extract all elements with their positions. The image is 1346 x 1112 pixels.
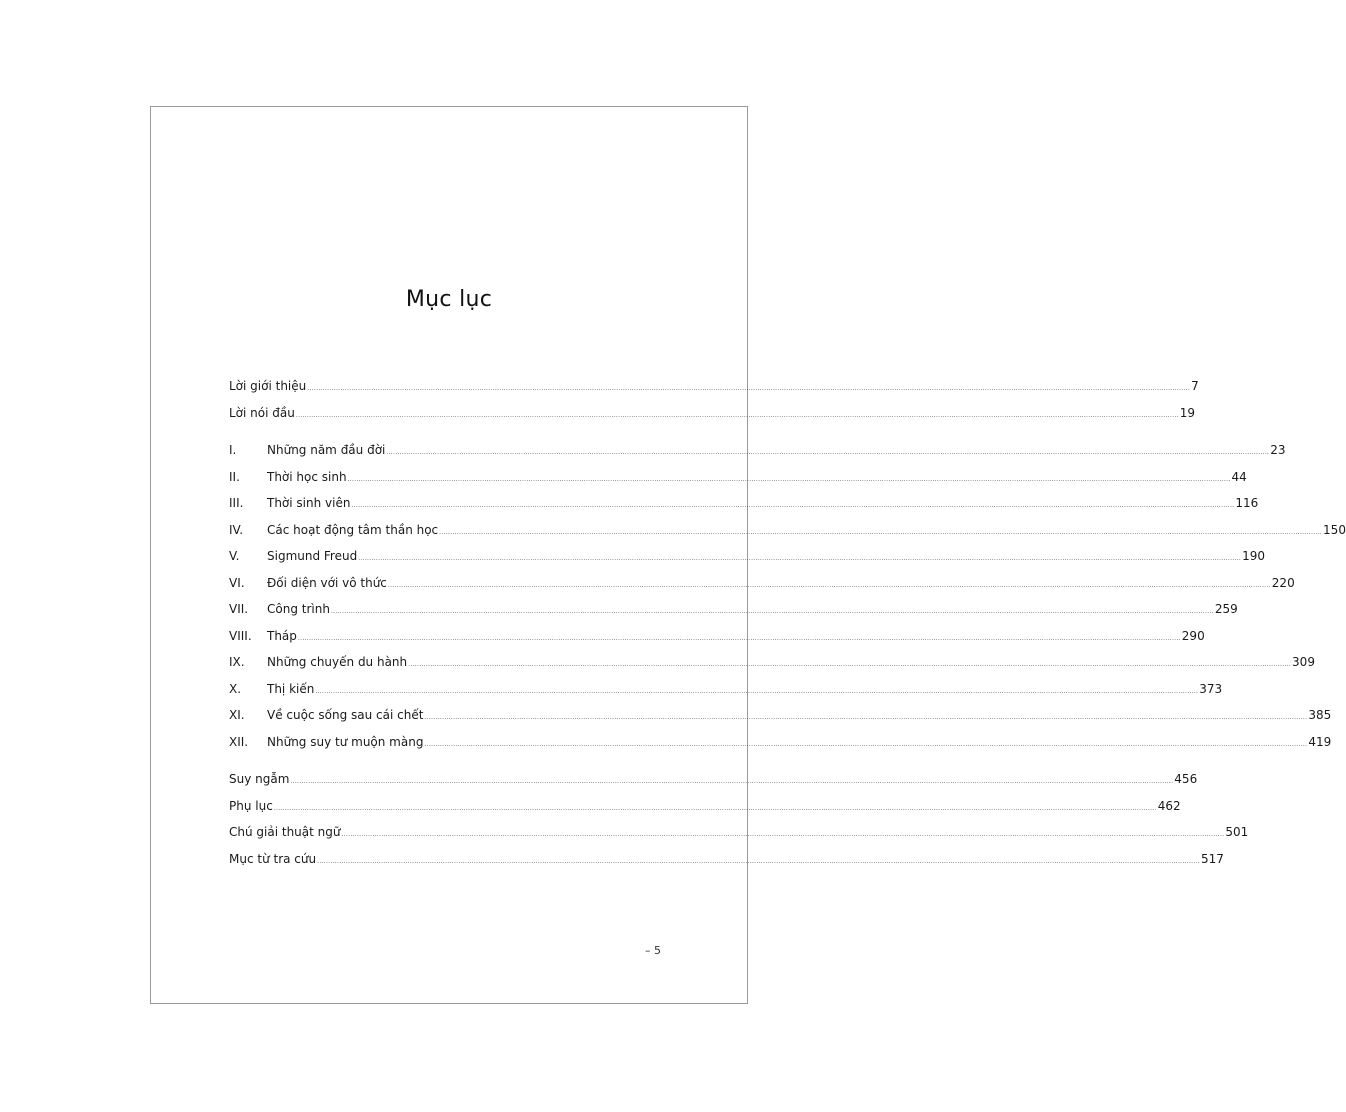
entry-title: Về cuộc sống sau cái chết xyxy=(267,708,424,722)
dot-leader: ................................................................................................................................................................................................................................................................................................................................................................................................................ xyxy=(297,634,1181,642)
toc-entry xyxy=(229,543,1266,570)
entry-title: Những năm đầu đời xyxy=(267,443,386,457)
chapter-number: XI. xyxy=(229,708,245,722)
entry-page-number: 44 xyxy=(1231,469,1247,484)
dot-leader: ................................................................................................................................................................................................................................................................................................................................................................................................................ xyxy=(439,528,1323,536)
entry-title: Những suy tư muộn màng xyxy=(267,734,424,749)
toc-entry xyxy=(229,676,1223,703)
dot-leader: ................................................................................................................................................................................................................................................................................................................................................................................................................ xyxy=(424,740,1308,748)
page-title: Mục lục xyxy=(405,287,493,312)
entry-title: Thị kiến xyxy=(267,681,315,696)
entry-title: Suy ngẫm xyxy=(229,772,290,786)
book-page xyxy=(150,106,1346,1004)
entry-page-number: 373 xyxy=(1199,681,1223,696)
toc-entry xyxy=(229,464,1247,491)
entry-page-number: 462 xyxy=(1157,798,1181,813)
dot-leader: ................................................................................................................................................................................................................................................................................................................................................................................................................ xyxy=(341,831,1225,838)
toc-entry xyxy=(229,729,1332,756)
entry-title: Các hoạt động tâm thần học xyxy=(267,522,439,537)
entry-title: Phụ lục xyxy=(229,798,273,813)
dot-leader: ................................................................................................................................................................................................................................................................................................................................................................................................................ xyxy=(330,608,1214,615)
entry-page-number: 7 xyxy=(1191,379,1199,393)
entry-title: Lời nói đầu xyxy=(229,405,295,420)
entry-title: Thời học sinh xyxy=(267,469,347,484)
toc-entry xyxy=(229,517,1346,544)
toc-entry xyxy=(229,490,1259,517)
dot-leader: ................................................................................................................................................................................................................................................................................................................................................................................................................ xyxy=(295,411,1179,419)
chapter-number: VI. xyxy=(229,575,245,590)
entry-page-number: 419 xyxy=(1308,734,1332,749)
entry-title: Tháp xyxy=(267,628,297,643)
entry-page-number: 309 xyxy=(1292,655,1315,669)
toc-entry xyxy=(229,766,1198,793)
entry-page-number: 501 xyxy=(1225,825,1249,839)
dot-leader: ................................................................................................................................................................................................................................................................................................................................................................................................................ xyxy=(386,449,1270,456)
chapter-number: IV. xyxy=(229,522,244,537)
chapter-number: VII. xyxy=(229,602,249,616)
entry-title: Chú giải thuật ngữ xyxy=(229,825,341,839)
page-number: – 5 xyxy=(645,944,661,957)
chapter-number: III. xyxy=(229,496,244,510)
front-matter-section xyxy=(229,373,1199,426)
dot-leader: ................................................................................................................................................................................................................................................................................................................................................................................................................ xyxy=(408,661,1292,668)
toc-entry xyxy=(229,819,1249,846)
chapter-number: I. xyxy=(229,443,237,457)
chapter-number: X. xyxy=(229,681,242,696)
entry-title: Sigmund Freud xyxy=(267,549,358,563)
dot-leader: ................................................................................................................................................................................................................................................................................................................................................................................................................ xyxy=(424,714,1308,721)
entry-title: Lời giới thiệu xyxy=(229,379,307,393)
entry-page-number: 150 xyxy=(1323,522,1346,537)
dot-leader: ................................................................................................................................................................................................................................................................................................................................................................................................................ xyxy=(347,475,1231,483)
toc-entry xyxy=(229,437,1286,464)
entry-title: Công trình xyxy=(267,602,330,616)
toc-entry xyxy=(229,702,1332,729)
dot-leader: ................................................................................................................................................................................................................................................................................................................................................................................................................ xyxy=(307,385,1191,392)
toc-entry xyxy=(229,846,1224,873)
entry-title: Mục từ tra cứu xyxy=(229,851,317,866)
dot-leader: ................................................................................................................................................................................................................................................................................................................................................................................................................ xyxy=(351,502,1235,509)
entry-title: Đối diện với vô thức xyxy=(267,575,387,590)
chapter-number: II. xyxy=(229,469,240,484)
toc-entry xyxy=(229,649,1315,676)
toc-entry xyxy=(229,373,1199,400)
chapter-number: VIII. xyxy=(229,628,252,643)
toc-entry xyxy=(229,623,1205,650)
chapter-number: IX. xyxy=(229,655,245,669)
toc-entry xyxy=(229,596,1238,623)
dot-leader: ................................................................................................................................................................................................................................................................................................................................................................................................................ xyxy=(273,804,1157,812)
entry-title: Những chuyến du hành xyxy=(267,655,408,669)
entry-page-number: 290 xyxy=(1181,628,1205,643)
toc-entry xyxy=(229,400,1196,427)
dot-leader: ................................................................................................................................................................................................................................................................................................................................................................................................................ xyxy=(387,581,1271,589)
dot-leader: ................................................................................................................................................................................................................................................................................................................................................................................................................ xyxy=(317,857,1201,865)
entry-page-number: 23 xyxy=(1270,443,1286,457)
entry-page-number: 220 xyxy=(1271,575,1295,590)
entry-page-number: 190 xyxy=(1242,549,1266,563)
entry-title: Thời sinh viên xyxy=(267,496,351,510)
entry-page-number: 456 xyxy=(1174,772,1198,786)
entry-page-number: 259 xyxy=(1214,602,1238,616)
chapter-number: XII. xyxy=(229,734,249,749)
chapters-section xyxy=(229,437,1346,755)
entry-page-number: 116 xyxy=(1235,496,1259,510)
entry-page-number: 385 xyxy=(1308,708,1332,722)
dot-leader: ................................................................................................................................................................................................................................................................................................................................................................................................................ xyxy=(290,778,1174,785)
dot-leader: ................................................................................................................................................................................................................................................................................................................................................................................................................ xyxy=(358,555,1242,562)
table-of-contents xyxy=(229,373,1346,872)
entry-page-number: 19 xyxy=(1179,405,1196,420)
toc-entry xyxy=(229,793,1181,820)
toc-entry xyxy=(229,570,1295,597)
dot-leader: ................................................................................................................................................................................................................................................................................................................................................................................................................ xyxy=(315,687,1199,695)
back-matter-section xyxy=(229,766,1249,872)
entry-page-number: 517 xyxy=(1201,851,1224,866)
chapter-number: V. xyxy=(229,549,240,563)
